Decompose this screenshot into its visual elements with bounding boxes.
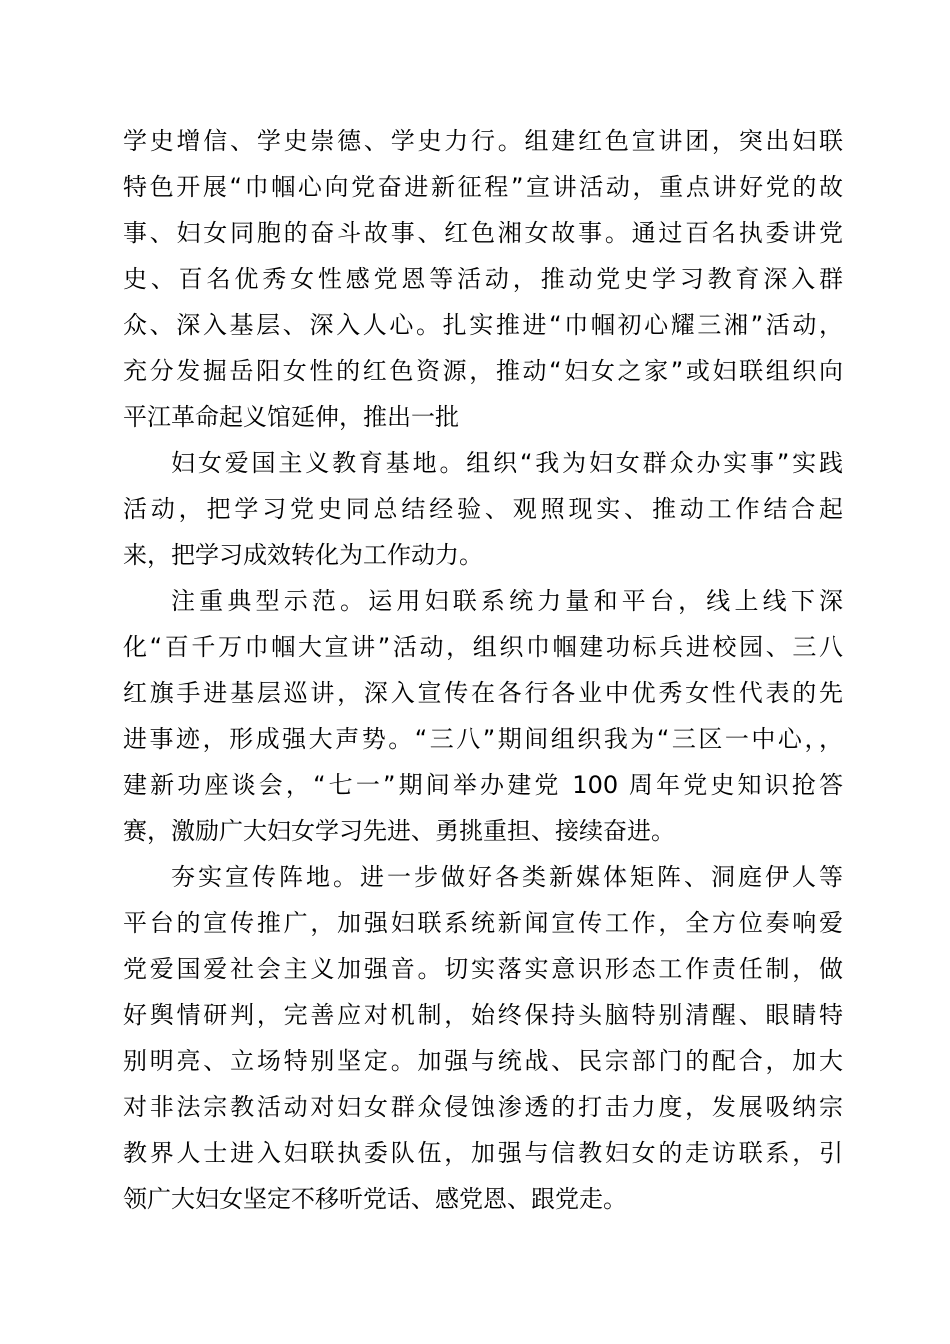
- paragraph-start-line: 妇女爱国主义教育基地。组织“我为妇女群众办实事”实践: [171, 449, 843, 477]
- text-line: 平台的宣传推广，加强妇联系统新闻宣传工作，全方位奏响爱: [123, 909, 843, 937]
- text-line: 赛，激励广大妇女学习先进、勇挑重担、接续奋进。: [123, 817, 675, 845]
- paragraph-start-line: 夯实宣传阵地。进一步做好各类新媒体矩阵、洞庭伊人等: [171, 863, 843, 891]
- text-line: 领广大妇女坚定不移听党话、感党恩、跟党走。: [123, 1185, 627, 1213]
- text-line: 化“百千万巾帼大宣讲”活动，组织巾帼建功标兵进校园、三八: [123, 633, 843, 661]
- paragraph-start-line: 注重典型示范。运用妇联系统力量和平台，线上线下深: [171, 587, 843, 615]
- text-line: 活动，把学习党史同总结经验、观照现实、推动工作结合起: [123, 495, 843, 523]
- text-line: 来，把学习成效转化为工作动力。: [123, 541, 483, 569]
- text-line: 对非法宗教活动对妇女群众侵蚀渗透的打击力度，发展吸纳宗: [123, 1093, 843, 1121]
- text-line: 众、深入基层、深入人心。扎实推进“巾帼初心耀三湘”活动，: [123, 311, 843, 339]
- text-line: 事、妇女同胞的奋斗故事、红色湘女故事。通过百名执委讲党: [123, 219, 843, 247]
- text-line: 党爱国爱社会主义加强音。切实落实意识形态工作责任制，做: [123, 955, 843, 983]
- text-line: 充分发掘岳阳女性的红色资源，推动“妇女之家”或妇联组织向: [123, 357, 843, 385]
- text-line: 建新功座谈会，“七一”期间举办建党 100 周年党史知识抢答: [123, 771, 843, 799]
- text-line: 别明亮、立场特别坚定。加强与统战、民宗部门的配合，加大: [123, 1047, 843, 1075]
- text-line: 红旗手进基层巡讲，深入宣传在各行各业中优秀女性代表的先: [123, 679, 843, 707]
- document-body: [123, 118, 843, 1222]
- text-line: 平江革命起义馆延伸，推出一批: [123, 403, 459, 431]
- text-line: 学史增信、学史崇德、学史力行。组建红色宣讲团，突出妇联: [123, 127, 843, 155]
- text-line: 特色开展“巾帼心向党奋进新征程”宣讲活动，重点讲好党的故: [123, 173, 843, 201]
- text-line: 好舆情研判，完善应对机制，始终保持头脑特别清醒、眼睛特: [123, 1001, 843, 1029]
- text-line: 史、百名优秀女性感党恩等活动，推动党史学习教育深入群: [123, 265, 843, 293]
- text-line: 教界人士进入妇联执委队伍，加强与信教妇女的走访联系，引: [123, 1139, 843, 1167]
- text-line: 进事迹，形成强大声势。“三八”期间组织我为“三区一中心，，: [123, 725, 843, 753]
